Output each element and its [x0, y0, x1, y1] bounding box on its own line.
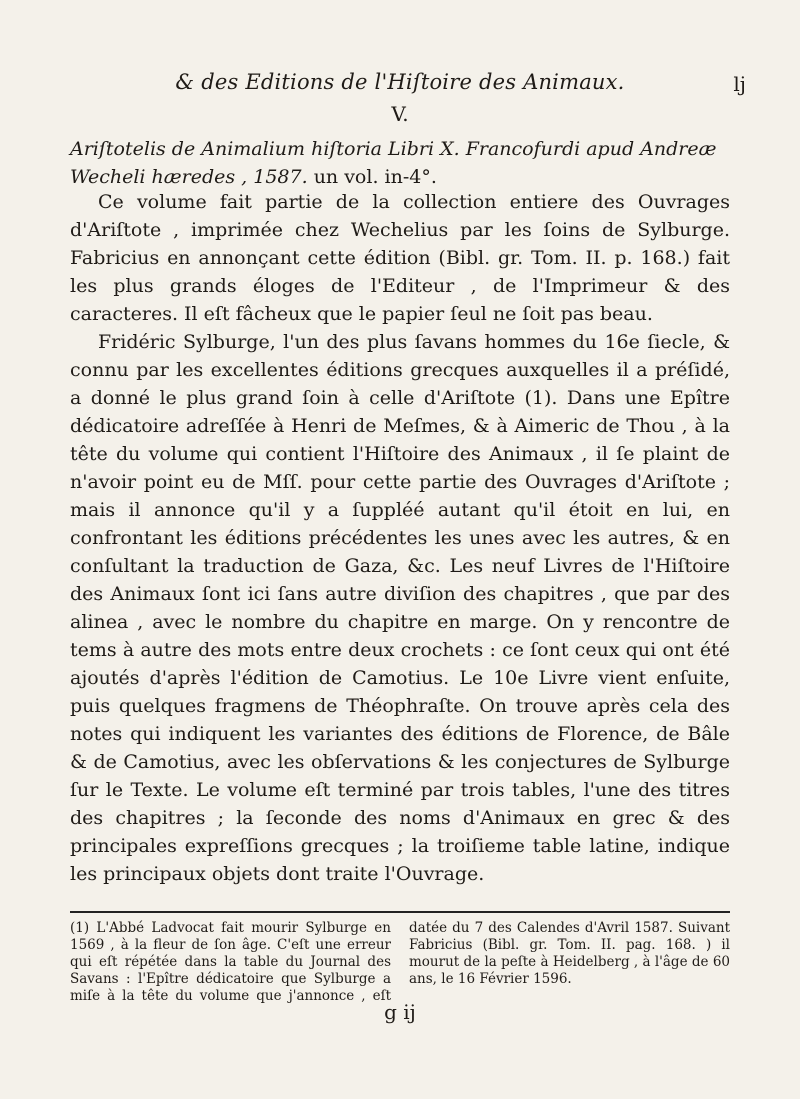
running-head [0, 70, 800, 94]
section-number: V. [391, 102, 409, 126]
entry-format: un vol. in-4°. [313, 166, 437, 188]
footnote-rule [70, 911, 730, 913]
page-folio: lj [733, 72, 746, 96]
bibliographic-entry [70, 135, 730, 191]
body-text [70, 188, 730, 888]
paragraph-1: Ce volume fait partie de la collection entiere des Ouvrages d'Ariſtote , imprimée chez Wechelius par les ſoins de Sylburge. Fabricius en annonçant cette édition (Bibl. gr. Tom. II. p. 168.) fait les plus grands éloges de l'Editeur , de l'Imprimeur & des caracteres. Il eſt fâcheux que le papier ſeul ne ſoit pas beau. [70, 191, 730, 325]
footnote: (1) L'Abbé Ladvocat fait mourir Sylburge en 1569 , à la fleur de ſon âge. C'eſt une erreur qui eſt répétée dans la table du Journal des Savans : l'Epître dédicatoire que Sylburge a miſe à la tête du volume que j'annonce , eſt datée du 7 des Calendes d'Avril 1587. Suivant Fabricius (Bibl. gr. Tom. II. pag. 168. ) il mourut de la peſte à Heidelberg , à l'âge de 60 ans, le 16 Février 1596. [70, 920, 730, 1004]
paragraph-2: Fridéric Sylburge, l'un des plus ſavans hommes du 16e ſiecle, & connu par les excellentes éditions grecques auxquelles il a préſidé, a donné le plus grand ſoin à celle d'Ariſtote (1). Dans une Epître dédicatoire adreſſée à Henri de Meſmes, & à Aimeric de Thou , à la tête du volume qui contient l'Hiſtoire des Animaux , il ſe plaint de n'avoir point eu de Mſſ. pour cette partie des Ouvrages d'Ariſtote ; mais il annonce qu'il y a ſuppléé autant qu'il étoit en lui, en confrontant les éditions précédentes les unes avec les autres, & en conſultant la traduction de Gaza, &c. Les neuf Livres de l'Hiſtoire des Animaux ſont ici ſans autre diviſion des chapitres , que par des alinea , avec le nombre du chapitre en marge. On y rencontre de tems à autre des mots entre deux crochets : ce ſont ceux qui ont été ajoutés d'après l'édition de Camotius. Le 10e Livre vient enſuite, puis quelques fragmens de Théophraſte. On trouve après cela des notes qui indiquent les variantes des éditions de Florence, de Bâle & de Camotius, avec les obſervations & les conjectures de Sylburge ſur le Texte. Le volume eſt terminé par trois tables, l'une des titres des chapitres ; la ſeconde des noms d'Animaux en grec & des principales expreſſions grecques ; la troiſieme table latine, indique les principaux objets dont traite l'Ouvrage. [70, 331, 730, 885]
entry-title: Ariſtotelis de Animalium hiſtoria Libri X. Francofurdi apud Andreæ Wecheli hæredes , 1587. [70, 138, 717, 188]
signature-mark: g ij [384, 1000, 416, 1024]
running-title: & des Editions de l'Hiſtoire des Animaux. [175, 70, 625, 94]
